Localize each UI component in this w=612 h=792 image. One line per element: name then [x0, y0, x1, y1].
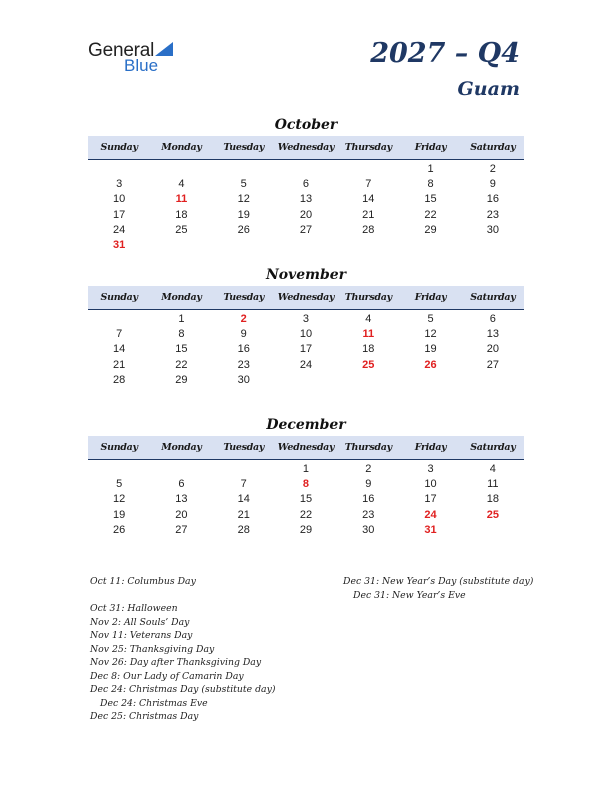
week-row	[88, 508, 524, 523]
day-cell: 10	[113, 193, 126, 206]
day-cell: 25	[486, 508, 499, 521]
day-cell: 26	[237, 223, 250, 236]
day-cell: 9	[489, 178, 496, 191]
day-cell: 23	[237, 358, 250, 371]
day-cell: 10	[299, 328, 313, 341]
month-name: December	[266, 417, 346, 433]
empty-day-cell	[275, 238, 337, 253]
empty-day-cell	[88, 462, 150, 477]
empty-day-cell	[399, 238, 461, 253]
day-cell: 11	[362, 328, 375, 341]
weekday-label: Wednesday	[277, 442, 335, 453]
weekday-header-row	[88, 436, 524, 460]
weekday-label: Sunday	[100, 142, 138, 153]
day-cell: 30	[486, 223, 499, 236]
empty-day-cell	[462, 238, 524, 253]
day-cell: 29	[175, 373, 188, 386]
day-cell: 18	[362, 343, 375, 356]
day-cell: 3	[427, 463, 434, 475]
day-cell: 8	[178, 328, 185, 341]
day-cell: 5	[427, 313, 434, 325]
empty-day-cell	[213, 238, 275, 253]
day-cell: 3	[302, 313, 310, 325]
day-cell: 6	[489, 313, 496, 325]
day-cell: 24	[424, 508, 437, 521]
empty-day-cell	[462, 373, 524, 388]
weekday-label: Thursday	[344, 142, 392, 153]
logo-triangle-icon	[155, 42, 173, 56]
holiday-note: Dec 24: Christmas Day (substitute day)	[90, 684, 276, 695]
empty-day-cell	[150, 462, 212, 477]
month-calendar-november	[88, 266, 524, 388]
month-name: October	[274, 117, 338, 133]
week-row	[88, 462, 524, 477]
day-cell: 6	[302, 178, 310, 191]
weekday-label: Tuesday	[223, 142, 265, 153]
day-cell: 28	[237, 523, 250, 536]
day-cell: 28	[362, 223, 375, 236]
empty-day-cell	[399, 373, 461, 388]
weekday-label: Monday	[161, 142, 202, 153]
day-cell: 16	[486, 193, 499, 206]
day-cell: 22	[175, 358, 188, 371]
empty-day-cell	[88, 162, 150, 177]
holiday-note: Nov 2: All Souls’ Day	[90, 616, 190, 628]
week-row	[88, 238, 524, 253]
week-row	[88, 162, 524, 177]
day-cell: 21	[237, 508, 250, 521]
day-cell: 2	[240, 313, 247, 325]
holiday-note: Dec 25: Christmas Day	[90, 711, 199, 722]
weekday-label: Wednesday	[277, 292, 335, 303]
week-row	[88, 177, 524, 192]
day-cell: 25	[175, 223, 188, 236]
weekday-label: Wednesday	[277, 142, 335, 153]
logo-word-blue: Blue	[124, 56, 159, 75]
day-cell: 19	[237, 208, 250, 221]
day-cell: 13	[486, 328, 499, 341]
day-cell: 8	[302, 478, 310, 491]
weekday-label: Thursday	[344, 442, 392, 453]
day-cell: 14	[237, 493, 250, 506]
day-cell: 15	[299, 493, 313, 506]
day-cell: 18	[486, 493, 499, 506]
week-row	[88, 492, 524, 507]
weekday-label: Friday	[414, 292, 447, 303]
empty-day-cell	[150, 238, 212, 253]
empty-day-cell	[275, 162, 337, 177]
month-name: November	[265, 267, 347, 283]
day-cell: 9	[365, 478, 372, 491]
page-title: 2027 – Q4	[370, 38, 520, 69]
day-cell: 26	[113, 523, 126, 536]
day-cell: 24	[113, 223, 126, 236]
holiday-note: Nov 26: Day after Thanksgiving Day	[90, 657, 262, 668]
day-cell: 16	[237, 343, 250, 356]
day-cell: 21	[362, 208, 375, 221]
day-cell: 31	[113, 238, 126, 251]
day-cell: 19	[113, 508, 126, 521]
month-calendar-october	[88, 116, 524, 253]
weekday-header-row	[88, 286, 524, 310]
day-cell: 24	[299, 358, 313, 371]
day-cell: 10	[424, 478, 437, 491]
day-cell: 11	[175, 193, 188, 206]
day-cell: 20	[175, 508, 188, 521]
day-cell: 27	[486, 358, 499, 371]
day-cell: 15	[424, 193, 437, 206]
page-subtitle-region: Guam	[457, 78, 520, 100]
empty-day-cell	[337, 238, 399, 253]
holiday-note: Dec 31: New Year’s Eve	[353, 589, 466, 601]
weekday-label: Monday	[161, 442, 202, 453]
day-cell: 5	[240, 178, 247, 191]
logo-word-general: General	[88, 40, 155, 61]
day-cell: 15	[175, 343, 188, 356]
day-cell: 2	[489, 163, 496, 175]
empty-day-cell	[88, 312, 150, 327]
day-cell: 9	[240, 328, 247, 341]
week-row	[88, 358, 524, 373]
weekday-label: Tuesday	[223, 442, 265, 453]
day-cell: 20	[299, 208, 313, 221]
weekday-label: Monday	[161, 292, 202, 303]
day-cell: 30	[362, 523, 375, 536]
empty-day-cell	[462, 523, 524, 538]
weekday-label: Saturday	[470, 292, 516, 303]
day-cell: 11	[487, 478, 499, 491]
holiday-note: Nov 25: Thanksgiving Day	[90, 643, 215, 655]
day-cell: 16	[362, 493, 375, 506]
holiday-note: Oct 11: Columbus Day	[90, 576, 196, 587]
day-cell: 4	[365, 313, 372, 325]
weekday-label: Tuesday	[223, 292, 265, 303]
day-cell: 13	[299, 193, 313, 206]
weekday-label: Saturday	[470, 442, 516, 453]
week-row	[88, 327, 524, 342]
week-row	[88, 223, 524, 238]
day-cell: 4	[489, 463, 496, 475]
empty-day-cell	[337, 162, 399, 177]
weekday-header-row	[88, 136, 524, 160]
day-cell: 1	[178, 313, 185, 325]
week-row	[88, 192, 524, 207]
empty-day-cell	[275, 373, 337, 388]
day-cell: 7	[365, 178, 372, 191]
day-cell: 17	[299, 343, 313, 356]
holiday-note: Dec 31: New Year’s Day (substitute day)	[343, 576, 534, 587]
day-cell: 18	[175, 208, 188, 221]
day-cell: 14	[113, 343, 126, 356]
weekday-label: Friday	[414, 142, 447, 153]
empty-day-cell	[213, 462, 275, 477]
day-cell: 28	[113, 373, 126, 386]
day-cell: 7	[240, 478, 247, 491]
day-cell: 20	[486, 343, 499, 356]
day-cell: 1	[302, 463, 310, 475]
day-cell: 29	[424, 223, 437, 236]
holiday-note: Dec 8: Our Lady of Camarin Day	[90, 670, 244, 682]
general-blue-logo	[88, 40, 188, 76]
week-row	[88, 373, 524, 388]
holiday-note: Dec 24: Christmas Eve	[100, 697, 208, 709]
day-cell: 2	[365, 463, 372, 475]
day-cell: 17	[113, 208, 126, 221]
day-cell: 7	[116, 328, 123, 341]
holiday-note: Oct 31: Halloween	[90, 603, 178, 614]
holiday-notes-right	[343, 575, 533, 602]
day-cell: 22	[299, 508, 313, 521]
holiday-note: Nov 11: Veterans Day	[90, 630, 193, 641]
holiday-notes-left	[90, 575, 275, 724]
month-calendar-december	[88, 416, 524, 538]
day-cell: 14	[362, 193, 375, 206]
day-cell: 19	[424, 343, 437, 356]
day-cell: 8	[427, 178, 434, 191]
day-cell: 21	[113, 358, 126, 371]
empty-day-cell	[150, 162, 212, 177]
day-cell: 31	[424, 523, 437, 536]
day-cell: 13	[175, 493, 188, 506]
day-cell: 29	[299, 523, 313, 536]
day-cell: 22	[424, 208, 437, 221]
day-cell: 26	[424, 358, 437, 371]
weekday-label: Sunday	[100, 292, 138, 303]
day-cell: 1	[427, 163, 434, 175]
week-row	[88, 342, 524, 357]
week-row	[88, 312, 524, 327]
weekday-label: Saturday	[470, 142, 516, 153]
weekday-label: Thursday	[344, 292, 392, 303]
empty-day-cell	[337, 373, 399, 388]
day-cell: 23	[486, 208, 499, 221]
day-cell: 4	[178, 178, 185, 191]
day-cell: 27	[299, 223, 313, 236]
week-row	[88, 477, 524, 492]
week-row	[88, 208, 524, 223]
weekday-label: Sunday	[100, 442, 138, 453]
day-cell: 27	[175, 523, 188, 536]
day-cell: 5	[116, 478, 123, 491]
day-cell: 30	[237, 373, 250, 386]
day-cell: 17	[424, 493, 437, 506]
day-cell: 12	[424, 328, 437, 341]
day-cell: 12	[113, 493, 126, 506]
day-cell: 12	[237, 193, 250, 206]
weekday-label: Friday	[414, 442, 447, 453]
day-cell: 23	[362, 508, 375, 521]
day-cell: 6	[178, 478, 185, 491]
week-row	[88, 523, 524, 538]
empty-day-cell	[213, 162, 275, 177]
day-cell: 25	[362, 358, 375, 371]
day-cell: 3	[116, 178, 123, 191]
